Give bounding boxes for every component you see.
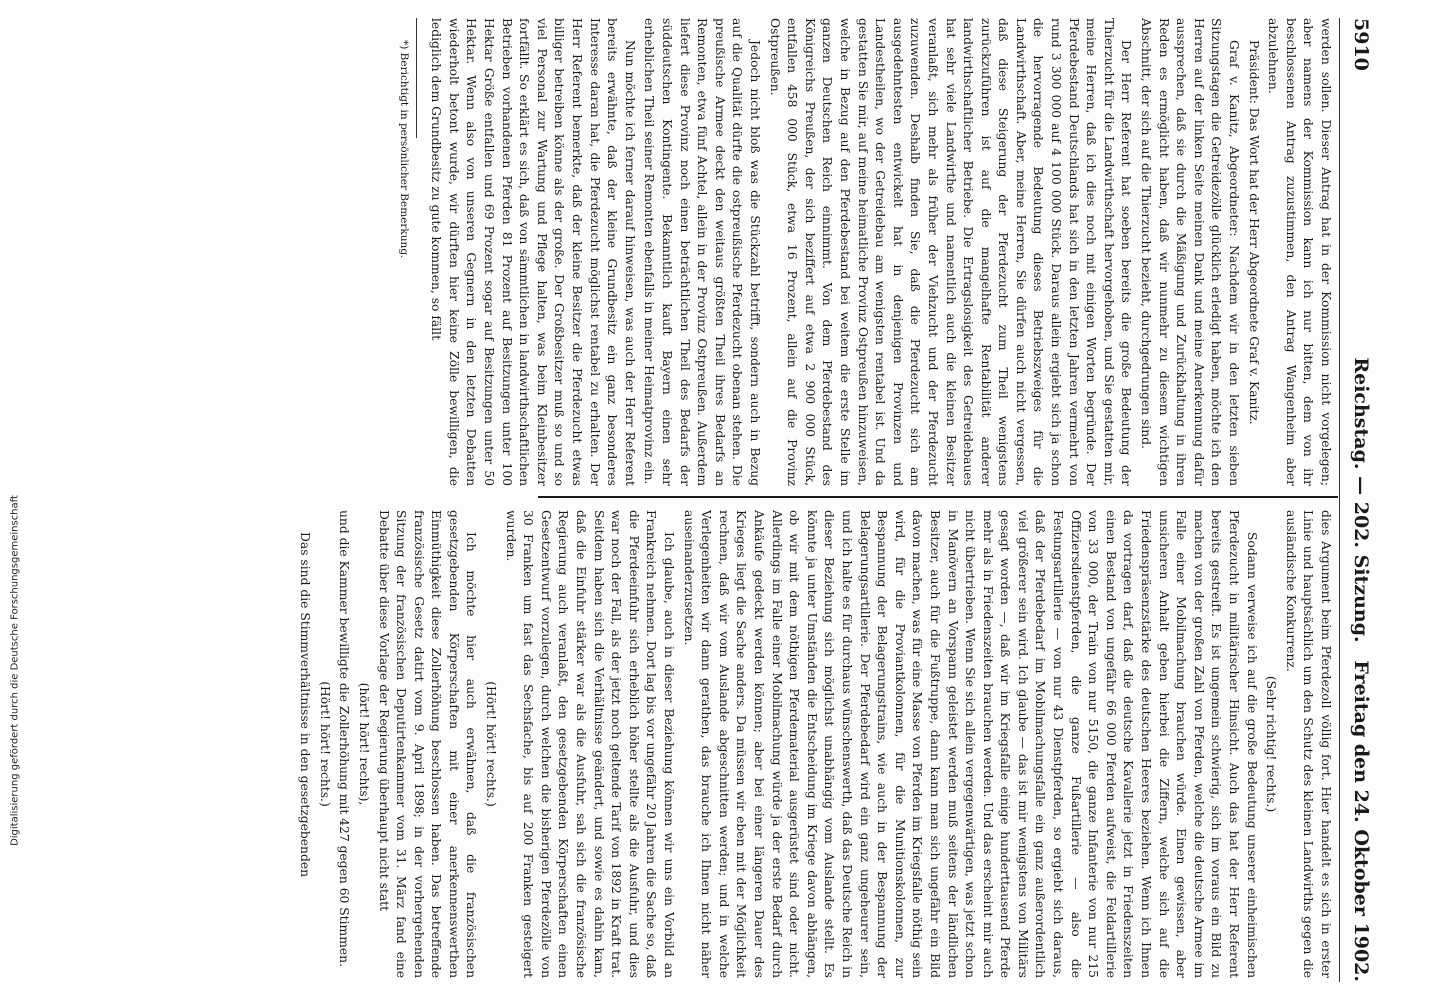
interjection: (Sehr richtig! rechts.) — [1264, 675, 1279, 813]
footnote: *) Berichtigt in persönlicher Bemerkung. — [397, 40, 410, 259]
paragraph: werden sollen. Dieser Antrag hat in der Kommission nicht vorgelegen; aber namens der Kommission kann ich nur bitten, dem von ihr beschlossenen Antrag zuzustimmen, den Antrag Wangenheim aber abzulehnen. — [1266, 18, 1333, 486]
interjection: (hört! hört! rechts), — [356, 682, 371, 806]
paragraph: Graf v. Kanitz, Abgeordneter: Nachdem wir in den letzten sieben Sitzungstagen die Getreidezölle glücklich erledigt haben, möchte ich den Herren auf der linken Seite meinen Dank und meine Anerkennung dafür aussprechen, daß sie durch die Mäßigung und Zurückhaltung in ihren Reden es ermöglicht haben, daß wir nunmehr zu diesem wichtigen Abschnitt, der sich auf die Thierzucht bezieht, durchgedrungen sind. — [1139, 18, 1242, 486]
paragraph: Das sind die Stimmverhältnisse in den gesetzgebenden — [298, 532, 313, 878]
page-number: 5910 — [1350, 18, 1372, 71]
interjection: (Hört! hört! rechts.) — [317, 681, 332, 807]
rotated-document-page — [72, 0, 1382, 1000]
column-divider — [538, 496, 1338, 498]
paragraph: Präsident: Das Wort hat der Herr Abgeordnete Graf v. Kanitz. — [1246, 40, 1261, 425]
digitization-credit — [10, 345, 20, 995]
paragraph: Nun möchte ich ferner darauf hinweisen, was auch der Herr Referent bereits erwähnte, daß der kleine Grundbesitz ein ganz besonderes Interesse daran hat, die Pferdezucht möglichst rentabel zu erhalten. Der Herr Referent bemerkte, daß der kleine Besitzer die Pferdezucht etwas billiger betreiben könne als der große. Der Großbesitzer muß so und so viel Personal zur Wartung und Pflege halten, was beim Kleinbesitzer fortfällt. So erklärt es sich, daß von sämmtlichen in landwirthschaftlichen Betrieben vorhandenen Pferden 81 Prozent auf Besitzungen unter 100 Hektar Größe entfallen und 69 Prozent sogar auf Besitzungen unter 50 Hektar. Wenn also von unseren Gegnern in den letzten Debatten wiederholt betont wurde, wir dürften hier keine Zölle bewilligen, die lediglich dem Grundbesitz zu gute kommen, so fällt — [429, 18, 637, 486]
paragraph: Ich glaube, auch in dieser Beziehung können wir uns ein Vorbild an Frankreich nehmen. Dort lag bis vor ungefähr 20 Jahren die Sache so, daß die Pferdeeinfuhr sich erheblich höher stellte als die Ausfuhr, und dies war noch der Fall, als der jetzt noch geltende Tarif von 1892 in Kraft trat. Seitdem haben sich die Verhältnisse geändert, und sowie es dahin kam, daß die Einfuhr stärker war als die Ausfuhr, sah sich die französische Regierung auch veranlaßt, den gesetzgebenden Körperschaften einen Gesetzentwurf vorzulegen, durch welchen die bisherigen Pferdezölle von 30 Franken um fast das Sechsfache, bis auf 200 Franken gesteigert wurden. — [503, 510, 677, 978]
header-rule — [1339, 18, 1340, 982]
left-column — [89, 18, 1334, 486]
credit-text: Digitalisierung gefördert durch die Deutsche Forschungsgemeinschaft — [9, 495, 21, 846]
session-date: Freitag den 24. Oktober 1902. — [1350, 660, 1372, 982]
paragraph: Jedoch nicht bloß was die Stückzahl betrifft, sondern auch in Bezug auf die Qualität dürfte die ostpreußische Pferdezucht obenan stehen. Die preußische Armee deckt den weitaus größten Theil ihres Bedarfs an Remonten, etwa fünf Achtel, allein in der Provinz Ostpreußen. Außerdem liefert diese Provinz noch einen beträchtlichen Theil des Bedarfs der süddeutschen Kontingente. Bekanntlich kauft Bayern einen sehr erheblichen Theil seiner Remonten ebenfalls in meiner Heimatprovinz ein. — [642, 18, 762, 486]
page-header — [1342, 18, 1376, 982]
footnote-rule — [416, 18, 417, 138]
paragraph: dies Argument beim Pferdezoll völlig fort. Hier handelt es sich in erster Linie und hauptsächlich um den Schutz des kleinen Landwirths gegen die ausländische Konkurrenz. — [1283, 510, 1333, 978]
paragraph: Ich möchte hier auch erwähnen, daß die französischen gesetzgebenden Körperschaften mit einer anerkennenswerthen Einmüthigkeit diese Zollerhöhung beschlossen haben. Das betreffende französische Gesetz datirt vom 9. April 1898; in der vorhergehenden Sitzung der französischen Deputirtenkammer vom 31. März fand eine Debatte über diese Vorlage der Regierung überhaupt nicht statt — [376, 510, 479, 978]
paragraph: Sodann verweise ich auf die große Bedeutung unserer einheimischen Pferdezucht in militärischer Hinsicht. Auch das hat der Herr Referent bereits gestreift. Es ist ungemein schwierig, sich im voraus ein Bild zu machen von der großen Zahl von Pferden, welche die deutsche Armee im Falle einer Mobilmachung brauchen würde. Einen gewissen, aber unsicheren Anhalt geben hierbei die Ziffern, welche sich auf die Friedenspräsenzstärke des deutschen Heeres beziehen. Wenn ich Ihnen da vortragen darf, daß die deutsche Kavallerie jetzt in Friedenszeiten einen Bestand von ungefähr 66 000 Pferden aufweist, die Feldartillerie von 33 000, der Train von nur 5150, die ganze Infanterie von nur 215 Offiziersdienstpferden, die ganze Fußartillerie — also die Festungsartillerie — von nur 43 Dienstpferden, so ergiebt sich daraus, daß der Pferdebedarf im Mobilmachungsfalle ein ganz außerordentlich viel größerer sein wird. Ich glaube — das ist mir wenigstens von Militärs gesagt worden —, daß wir im Kriegsfalle einige hunderttausend Pferde mehr als in Friedenszeiten brauchen werden. Und das erscheint mir auch nicht übertrieben. Wenn Sie sich allein vergegenwärtigen, was jetzt schon in Manövern an Vorspann geleistet werden muß seitens der ländlichen Besitzer, auch für die Fußtruppe, dann kann man sich ungefähr ein Bild davon machen, was für eine Masse von Pferden im Kriegsfalle nöthig sein wird, für die Proviantkolonnen, für die Munitionskolonnen, zur Bespannung der Belagerungstrains, wie auch in der Bespannung der Belagerungsartillerie. Der Pferdebedarf wird ein ganz ungeheurer sein, und ich halte es für durchaus wünschenswerth, daß das Deutsche Reich in dieser Beziehung sich möglichst unabhängig vom Auslande stellt. Es könnte ja unter Umständen die Entscheidung im Kriege davon abhängen, ob wir mit dem nöthigen Pferdematerial ausgerüstet sind oder nicht. Allerdings im Falle einer Mobilmachung würde ja der erste Bedarf durch Ankäufe gedeckt werden können; aber bei einer längeren Dauer des Krieges liegt die Sache anders. Da müssen wir eben mit der Möglichkeit rechnen, daß wir vom Auslande abgeschnitten werden; und in welche Verlegenheiten wir dann gerathen, das brauche ich Ihnen nicht näher auseinanderzusetzen. — [681, 510, 1259, 978]
running-title: Reichstag. — 202. Sitzung. — [1350, 357, 1372, 643]
right-column — [89, 510, 1334, 978]
paragraph: und die Kammer bewilligte die Zollerhöhung mit 427 gegen 60 Stimmen. — [337, 510, 352, 967]
paragraph: Der Herr Referent hat soeben bereits die große Bedeutung der Thierzucht für die Landwirthschaft hervorgehoben, und Sie gestatten mir, meine Herren, daß ich dies noch mit einigen Worten begründe. Der Pferdebestand Deutschlands hat sich in den letzten Jahren vermehrt von rund 3 300 000 auf 4 100 000 Stück. Daraus allein ergiebt sich ja schon die hervorragende Bedeutung dieses Betriebszweiges für die Landwirthschaft. Aber, meine Herren, Sie dürfen auch nicht vergessen, daß diese Steigerung der Pferdezucht zum Theil wenigstens zurückzuführen ist auf die mangelhafte Rentabilität anderer landwirthschaftlicher Betriebe. Die Ertragslosigkeit des Getreidebaues hat sehr viele Landwirthe und namentlich auch die kleinen Besitzer veranlaßt, sich mehr als früher der Viehzucht und der Pferdezucht zuzuwenden. Deshalb finden Sie, daß die Pferdezucht sich am ausgedehntesten entwickelt hat in denjenigen Provinzen und Landestheilen, wo der Getreidebau am wenigsten rentabel ist. Und da gestatten Sie mir, auf meine heimatliche Provinz Ostpreußen hinzuweisen, welche in Bezug auf den Pferdebestand bei weitem die erste Stelle im ganzen Deutschen Reich einnimmt. Von dem Pferdebestand des Königreichs Preußen, der sich beziffert auf etwa 2 900 000 Stück, entfallen 458 000 Stück, etwa 16 Prozent, allein auf die Provinz Ostpreußen. — [767, 18, 1134, 486]
interjection: (Hört! hört! rechts.) — [484, 681, 499, 807]
